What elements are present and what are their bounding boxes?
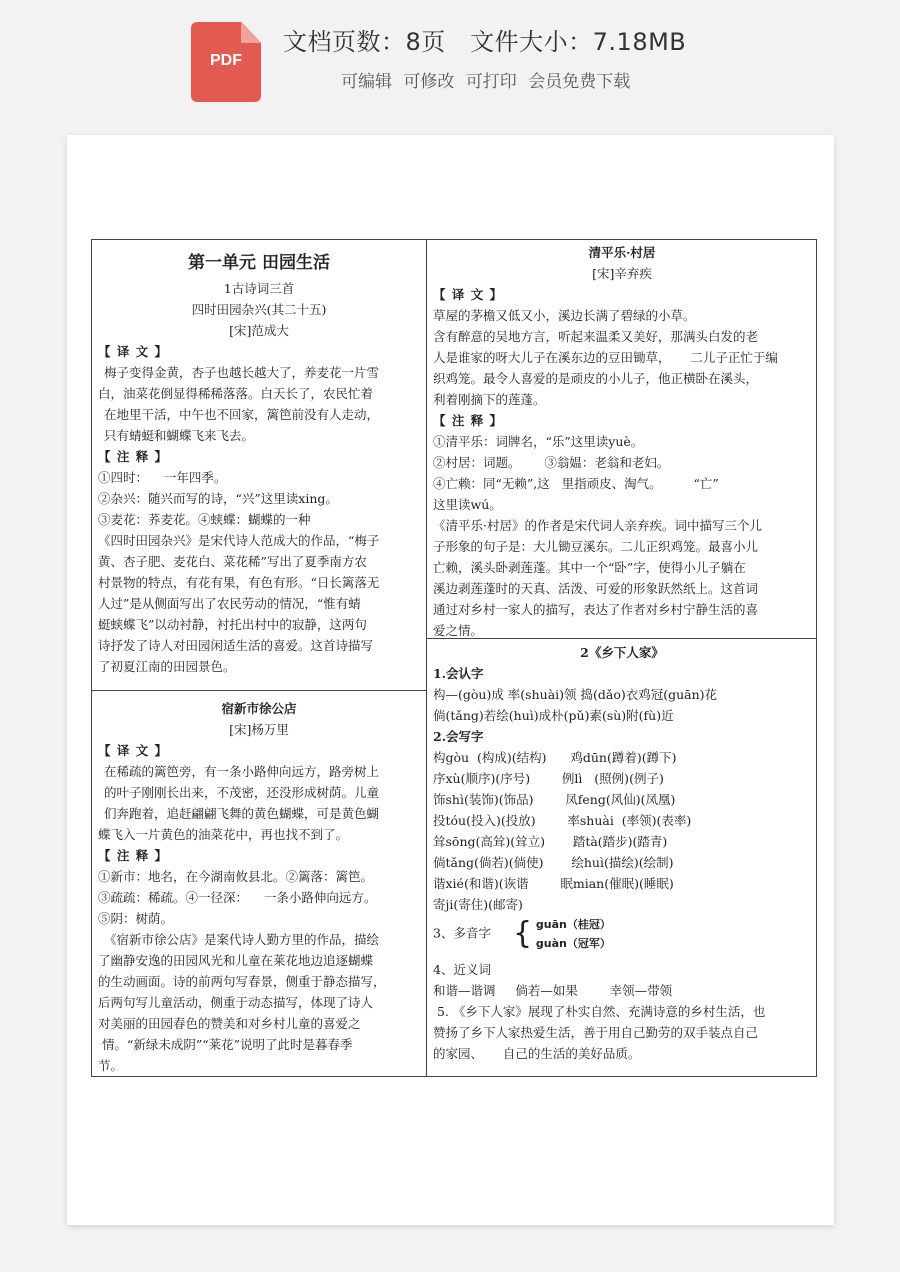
analysis-line: 《宿新市徐公店》是案代诗人勤方里的作品，描绘 — [104, 932, 380, 947]
analysis-line: 了幽静安逸的田园风光和儿童在莱花地边追逐蝴蝶 — [98, 953, 374, 968]
brace-glyph: { — [512, 916, 533, 951]
translation-line: 的叶子刚刚长出来，不茂密，还没形成树荫。儿童 — [104, 785, 380, 800]
vocab-line: 投tóu(投入)(投放) 率shuài (率领)(表率) — [433, 813, 692, 828]
section-label: 3、多音字 — [433, 925, 491, 941]
cell-siji-tianyuan — [98, 246, 420, 677]
analysis-line: 亡赖，溪头卧剥莲蓬。其中一个“卧”字，使得小儿子躺在 — [433, 560, 746, 575]
poem-author: [宋]辛弃疾 — [592, 266, 652, 281]
translation-line: 在稀疏的篱笆旁，有一条小路伸向远方，路旁树上 — [104, 764, 380, 779]
cell-qingpingle — [433, 242, 811, 641]
analysis-line: 子形象的句子是：大儿锄豆溪东。二儿正织鸡笼。最喜小儿 — [433, 539, 759, 554]
polyphone-brace-group — [513, 915, 611, 953]
note-line: ①四时： 一年四季。 — [98, 470, 227, 485]
section-label: 1.会认字 — [433, 666, 484, 681]
analysis-line: 人过”是从侧面写出了农民劳动的情况，“惟有蜻 — [98, 596, 361, 611]
poem-author: [宋]杨万里 — [229, 722, 289, 737]
poem-title: 清平乐·村居 — [588, 245, 656, 260]
analysis-line: 节。 — [98, 1058, 124, 1073]
translation-line: 织鸡笼。最令人喜爱的是顽皮的小儿子，他正横卧在溪头， — [433, 371, 759, 386]
note-line: 这里读wú。 — [433, 497, 502, 512]
column-divider — [426, 240, 427, 1076]
vocab-line: 谐xié(和谐)(诙谐 眠mian(催眠)(睡眠) — [433, 876, 674, 891]
note-line: ②村居：词题。 ③翁媪：老翁和老妇。 — [433, 455, 670, 470]
analysis-line: 的生动画面。诗的前两句写春景，侧重于静态描写， — [98, 974, 386, 989]
analysis-line: 溪边剥莲蓬时的天真、活泼、可爱的形象跃然纸上。这首词 — [433, 581, 759, 596]
analysis-line: 对美丽的田园春色的赞美和对乡村儿童的喜爱之 — [98, 1016, 361, 1031]
vocab-line: 寄ji(寄住)(邮寄) — [433, 897, 523, 912]
vocab-line: 倘tǎng(倘若)(倘使) 绘huì(描绘)(绘制) — [433, 855, 674, 870]
poem-title: 四时田园杂兴(其二十五) — [191, 302, 327, 317]
translation-line: 在地里干活，中午也不回家，篱笆前没有人走动， — [104, 407, 380, 422]
poem-title: 宿新市徐公店 — [221, 701, 297, 716]
vocab-line: 构—(gòu)成 率(shuài)领 捣(dǎo)衣鸡冠(guān)花 — [433, 687, 718, 702]
analysis-line: 村景物的特点，有花有果，有色有形。“日长篱落无 — [98, 575, 380, 590]
analysis-line: 通过对乡村一家人的描写，表达了作者对乡村宁静生活的喜 — [433, 602, 759, 617]
vocab-line: 序xù(顺序)(序号) 例lì (照例)(例子) — [433, 771, 664, 786]
polyphone-reading: guàn（冠军） — [535, 937, 611, 950]
vocab-line: 耸sōng(高耸)(耸立) 踏tà(踏步)(踏青) — [433, 834, 668, 849]
polyphone-row — [433, 915, 811, 955]
note-line: ⑤阴：树荫。 — [98, 911, 174, 926]
summary-line: 赞扬了乡下人家热爱生活，善于用自己勤劳的双手装点自己 — [433, 1025, 759, 1040]
analysis-line: 《清平乐·村居》的作者是宋代词人亲弃疾。词中描写三个儿 — [433, 518, 762, 533]
translation-line: 人是谁家的呀大儿子在溪东边的豆田锄草， 二儿子正忙于编 — [433, 350, 778, 365]
unit-title: 第一单元 田园生活 — [188, 253, 330, 273]
content-table — [91, 239, 817, 1077]
translation-line: 蝶飞入一片黄色的油菜花中，再也找不到了。 — [98, 827, 349, 842]
section-label: 2.会写字 — [433, 729, 484, 744]
note-line: ③麦花：荞麦花。④蛱蝶：蝴蝶的一种 — [98, 512, 311, 527]
vocab-line: 饰shì(装饰)(饰品) 凤feng(风仙)(凤凰) — [433, 792, 676, 807]
analysis-line: 诗抒发了诗人对田园闲适生活的喜爱。这首诗描写 — [98, 638, 374, 653]
vocab-line: 倘(tǎng)若绘(huì)成朴(pǔ)素(sù)附(fù)近 — [433, 708, 674, 723]
summary-line: 5. 《乡下人家》展现了朴实自然、充满诗意的乡村生活，也 — [433, 1004, 766, 1019]
translation-label: 【 译 文 】 — [98, 344, 169, 359]
lesson-title: 1古诗词三首 — [223, 281, 295, 296]
polyphone-readings — [536, 915, 611, 953]
section-label: 4、近义词 — [433, 962, 491, 977]
translation-label: 【 译 文 】 — [98, 743, 169, 758]
note-line: ④亡赖：同“无赖”,这 里指顽皮、淘气。 “亡” — [433, 476, 719, 491]
document-info: 文档页数：8页 文件大小：7.18MB — [283, 28, 687, 56]
synonym-line: 和谐—谐调 倘若—如果 幸领—带领 — [433, 983, 673, 998]
polyphone-reading: guān（桂冠） — [535, 918, 611, 931]
document-features: 可编辑 可修改 可打印 会员免费下载 — [341, 72, 631, 92]
pdf-label: PDF — [210, 52, 242, 69]
translation-line: 们奔跑着，追赶翩翩飞舞的黄色蝴蝶，可是黄色蝴 — [104, 806, 380, 821]
vocab-line: 构gòu (构成)(结构) 鸡dūn(蹲着)(蹲下) — [433, 750, 677, 765]
lesson-title: 2《乡下人家》 — [580, 645, 664, 660]
translation-line: 梅子变得金黄，杏子也越长越大了，养麦花一片雪 — [104, 365, 380, 380]
note-line: ①新市：地名，在今湖南攸县北。②篱落：篱笆。 — [98, 869, 374, 884]
analysis-line: 后两句写儿童活动，侧重于动态描写，体现了诗人 — [98, 995, 374, 1010]
cell-su-xinshi — [98, 698, 420, 1076]
notes-label: 【 注 释 】 — [433, 413, 504, 428]
translation-line: 利着刚摘下的莲蓬。 — [433, 392, 546, 407]
cell-xiangxia-renjia — [433, 642, 811, 1064]
note-line: ②杂兴：随兴而写的诗，“兴”这里读xing。 — [98, 491, 338, 506]
analysis-line: 情。“新绿未成阴”“莱花”说明了此时是暮春季 — [98, 1037, 353, 1052]
note-line: ①清平乐：词牌名，“乐”这里读yuè。 — [433, 434, 644, 449]
analysis-line: 了初夏江南的田园景色。 — [98, 659, 236, 674]
translation-line: 草屋的茅檐又低又小，溪边长满了碧绿的小草。 — [433, 308, 696, 323]
notes-label: 【 注 释 】 — [98, 449, 169, 464]
summary-line: 的家园、 自己的生活的美好品质。 — [433, 1046, 641, 1061]
translation-line: 只有蜻蜓和蝴蝶飞来飞去。 — [104, 428, 255, 443]
analysis-line: 《四时田园杂兴》是宋代诗人范成大的作品，“梅子 — [98, 533, 380, 548]
analysis-line: 黄、杏子肥、麦花白、菜花稀”写出了夏季南方农 — [98, 554, 367, 569]
translation-line: 白，油菜花倒显得稀稀落落。白天长了，农民忙着 — [98, 386, 374, 401]
translation-label: 【 译 文 】 — [433, 287, 504, 302]
notes-label: 【 注 释 】 — [98, 848, 169, 863]
left-row-divider — [92, 690, 426, 691]
translation-line: 含有醉意的吴地方言，听起来温柔又美好，那满头白发的老 — [433, 329, 759, 344]
analysis-line: 爱之情。 — [433, 623, 484, 638]
poem-author: [宋]范成大 — [229, 323, 289, 338]
note-line: ③疏疏：稀疏。④一径深： 一条小路伸向远方。 — [98, 890, 377, 905]
analysis-line: 蜓蛱蝶飞”以动衬静，衬托出村中的寂静，这两句 — [98, 617, 367, 632]
